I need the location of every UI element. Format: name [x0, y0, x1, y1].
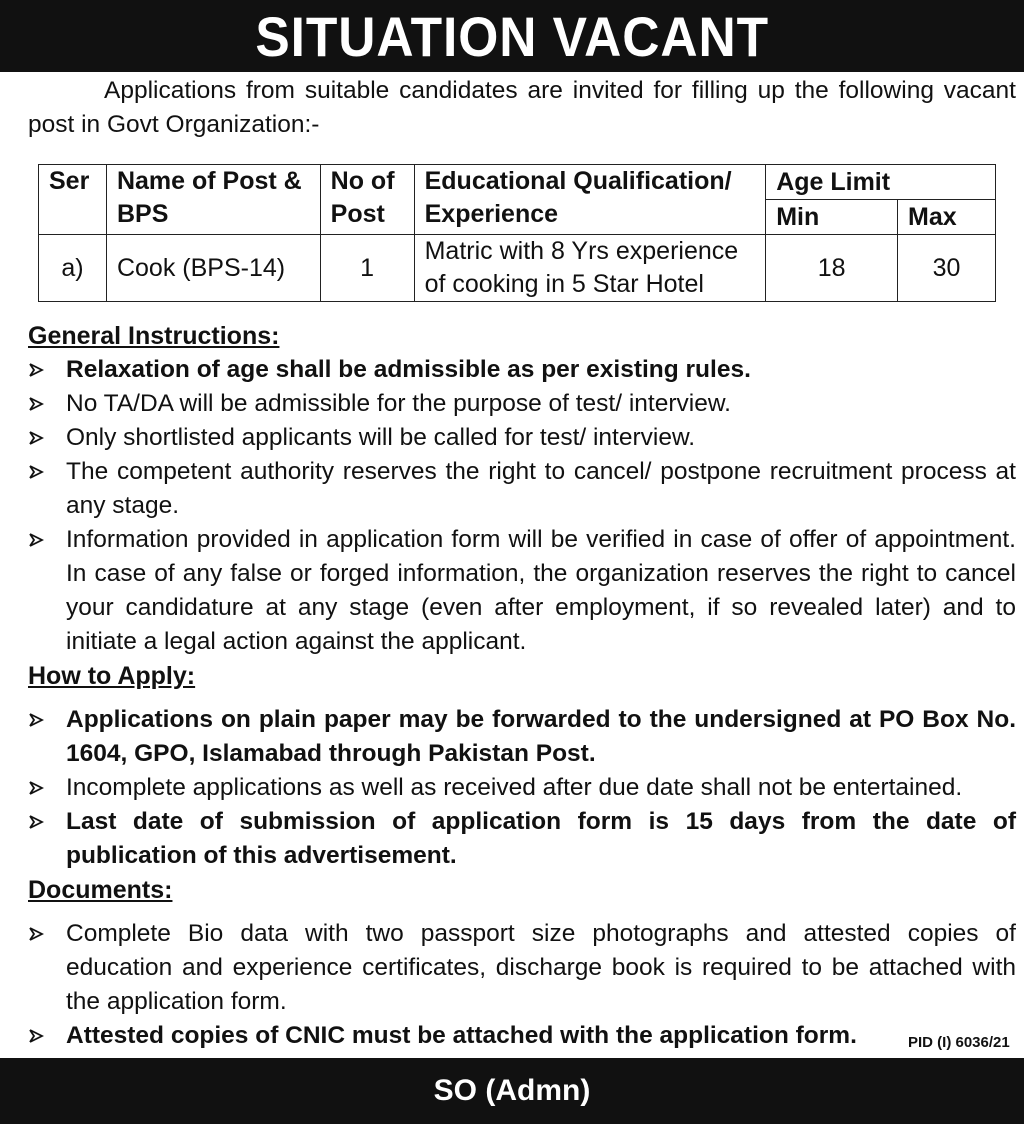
list-item-text: Information provided in application form will be verified in case of offer of appointment. In case of any false or forged information, the organization reserves the right to cancel your candidature at any stage (even after employment, if so revealed later) and to initiate a legal action against the applicant. [66, 526, 1016, 655]
arrow-bullet-icon [28, 396, 44, 412]
list-item-text: Last date of submission of application form is 15 days from the date of publication of this advertisement. [66, 808, 1016, 869]
header-post [106, 165, 320, 235]
list-item [28, 771, 1016, 805]
table-row [39, 235, 996, 302]
header-max [898, 200, 996, 235]
arrow-bullet-icon [28, 712, 44, 728]
list-item [28, 455, 1016, 523]
arrow-bullet-icon [28, 1028, 44, 1044]
cell-edu-line2: of cooking in 5 Star Hotel [424, 270, 704, 298]
header-age-label: Age Limit [776, 167, 891, 196]
list-item-text: No TA/DA will be admissible for the purpose of test/ interview. [66, 390, 731, 417]
general-instructions-list [28, 353, 1016, 659]
list-item-text: Incomplete applications as well as received after due date shall not be entertained. [66, 774, 963, 801]
header-max-label: Max [908, 202, 957, 231]
table-header-row-1 [39, 165, 996, 200]
list-item [28, 523, 1016, 659]
cell-ser: a) [39, 235, 107, 302]
documents-list [28, 917, 1016, 1053]
arrow-bullet-icon [28, 362, 44, 378]
list-item-text: The competent authority reserves the right to cancel/ postpone recruitment process at any stage. [66, 458, 1016, 519]
page-title: SITUATION VACANT [255, 4, 769, 68]
how-to-apply-list [28, 703, 1016, 873]
arrow-bullet-icon [28, 464, 44, 480]
signatory: SO (Admn) [433, 1074, 591, 1107]
header-no [320, 165, 414, 235]
cell-no: 1 [320, 235, 414, 302]
cell-min: 18 [766, 235, 898, 302]
list-item-text: Attested copies of CNIC must be attached with the application form. [66, 1022, 857, 1049]
pid-number: PID (I) 6036/21 [908, 1034, 1010, 1051]
header-post-line2: BPS [116, 200, 169, 228]
how-to-apply-heading: How to Apply: [28, 662, 196, 690]
list-item [28, 805, 1016, 873]
header-age-limit [766, 165, 996, 200]
header-banner [0, 0, 1024, 72]
arrow-bullet-icon [28, 430, 44, 446]
list-item-text: Relaxation of age shall be admissible as per existing rules. [66, 356, 751, 383]
list-item-text: Only shortlisted applicants will be called for test/ interview. [66, 424, 696, 451]
list-item [28, 917, 1016, 1019]
cell-post: Cook (BPS-14) [106, 235, 320, 302]
list-item-text: Complete Bio data with two passport size photographs and attested copies of education and experience certificates, discharge book is required to be attached with the application form. [66, 920, 1016, 1015]
list-item [28, 421, 1016, 455]
header-no-line2: Post [330, 200, 385, 228]
list-item [28, 1019, 1016, 1053]
cell-max: 30 [898, 235, 996, 302]
header-ser-label: Ser [49, 167, 90, 195]
arrow-bullet-icon [28, 532, 44, 548]
arrow-bullet-icon [28, 780, 44, 796]
header-edu-line2: Experience [424, 200, 559, 228]
cell-edu-line1: Matric with 8 Yrs experience [424, 237, 739, 265]
intro-paragraph: Applications from suitable candidates are invited for filling up the following vacant post in Govt Organization:- [28, 77, 1016, 138]
list-item [28, 353, 1016, 387]
header-education [414, 165, 766, 235]
header-edu-line1: Educational Qualification/ [424, 167, 732, 195]
list-item [28, 703, 1016, 771]
arrow-bullet-icon [28, 814, 44, 830]
vacancy-table [38, 164, 996, 302]
documents-heading: Documents: [28, 876, 173, 904]
header-min [766, 200, 898, 235]
header-min-label: Min [776, 202, 820, 231]
footer-banner [0, 1058, 1024, 1124]
header-no-line1: No of [330, 167, 395, 195]
list-item-text: Applications on plain paper may be forwarded to the undersigned at PO Box No. 1604, GPO, Islamabad through Pakistan Post. [66, 706, 1016, 767]
list-item [28, 387, 1016, 421]
header-post-line1: Name of Post & [116, 167, 302, 195]
header-ser [39, 165, 107, 235]
general-instructions-heading: General Instructions: [28, 322, 280, 350]
arrow-bullet-icon [28, 926, 44, 942]
cell-education [414, 235, 766, 302]
